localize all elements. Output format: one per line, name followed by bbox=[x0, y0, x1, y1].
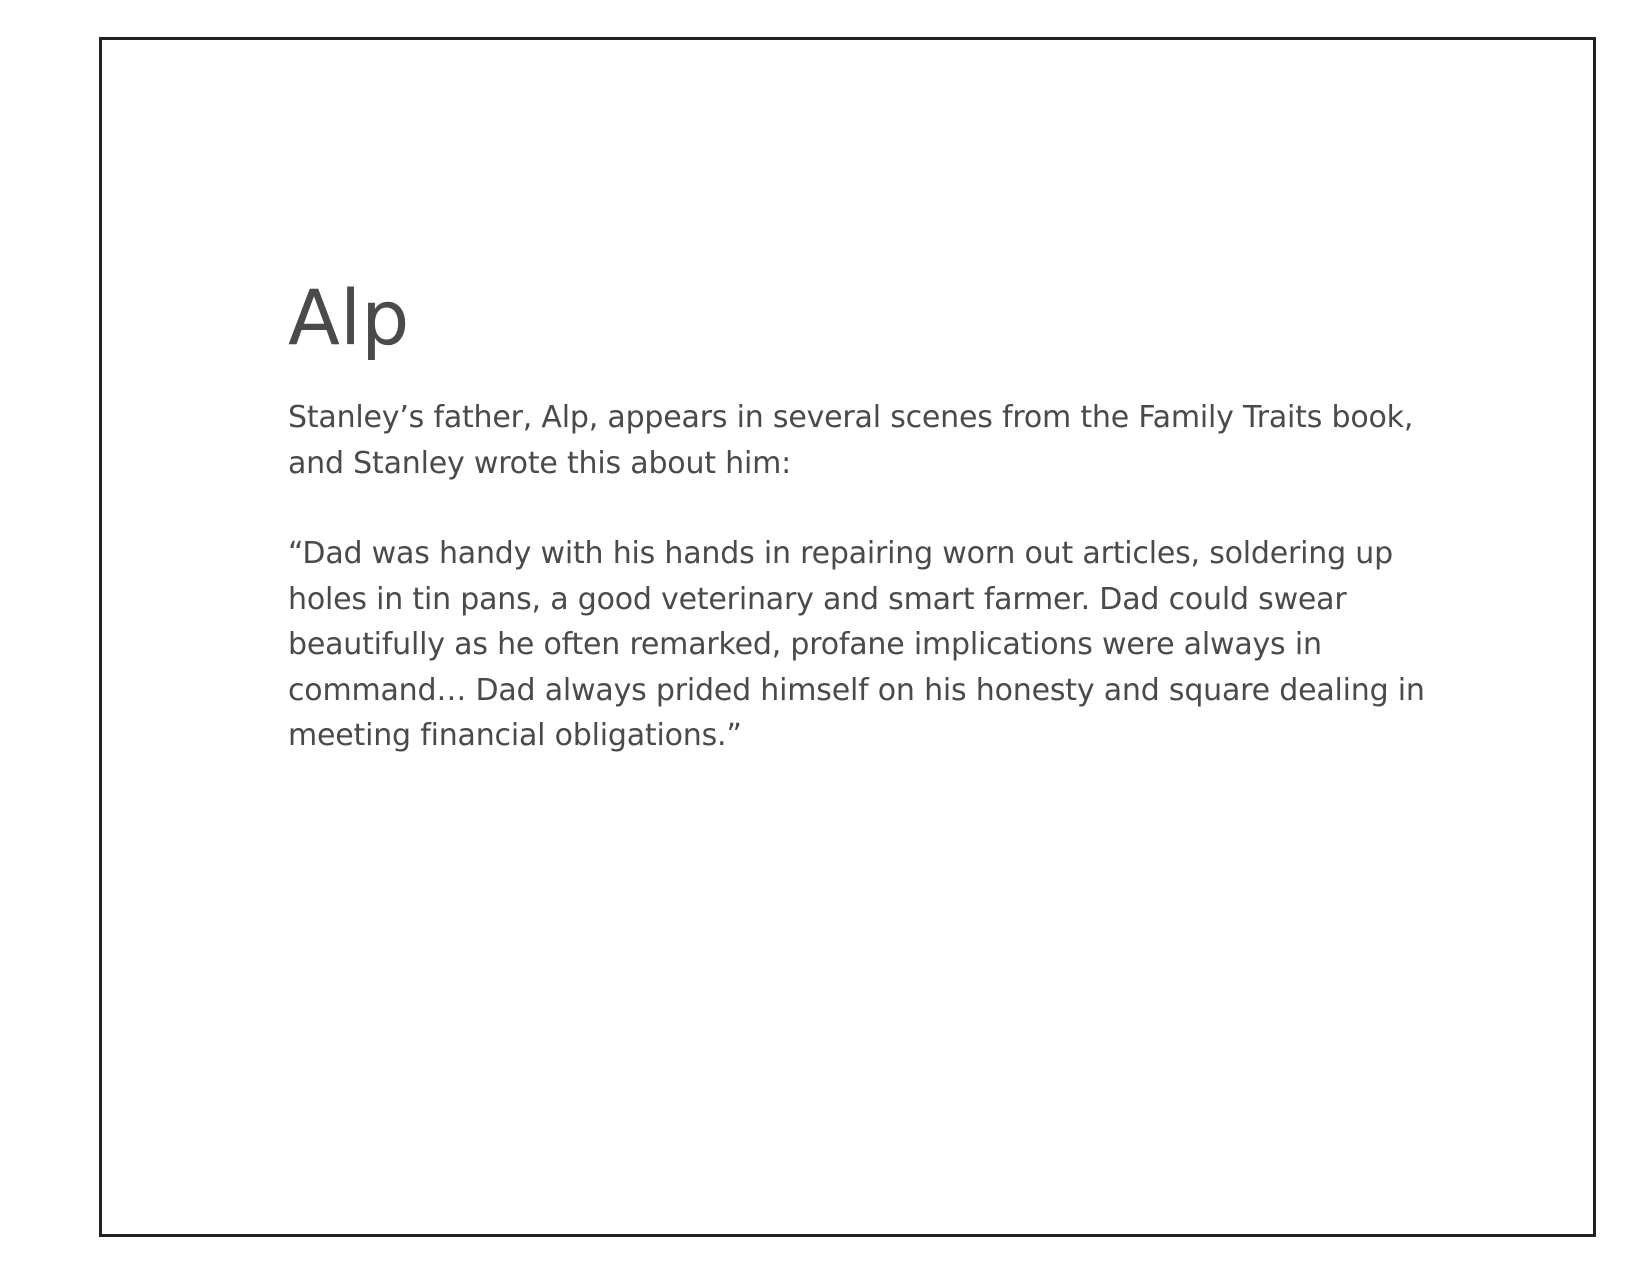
page-title: Alp bbox=[288, 273, 410, 362]
intro-paragraph: Stanley’s father, Alp, appears in several scenes from the Family Traits book, and Stanley wrote this about him: bbox=[288, 400, 1414, 481]
page-frame bbox=[99, 37, 1596, 1237]
content-area bbox=[288, 273, 1448, 759]
quote-paragraph: “Dad was handy with his hands in repairing worn out articles, soldering up holes in tin pans, a good veterinary and smart farmer. Dad could swear beautifully as he often remarked, profane implications were always in command… Dad always prided himself on his honesty and square dealing in meeting financial obligations.” bbox=[288, 536, 1425, 753]
